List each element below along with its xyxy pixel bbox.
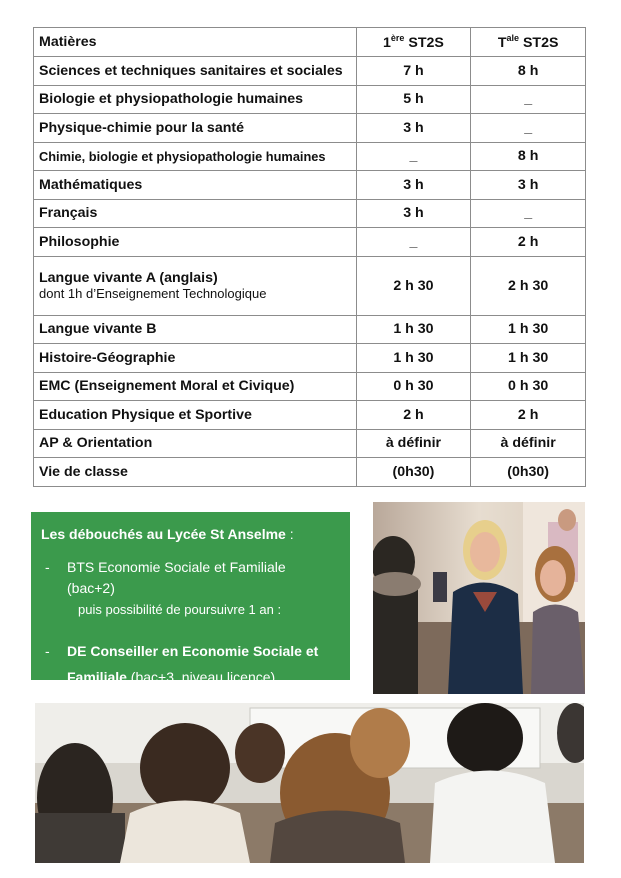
terminale-hours: 8 h	[471, 142, 586, 171]
table-row	[34, 171, 586, 200]
first-year-hours: 3 h	[356, 199, 471, 228]
subject-note: dont 1h d’Enseignement Technologique	[39, 286, 267, 301]
table-row	[34, 344, 586, 373]
terminale-hours: 2 h 30	[471, 256, 586, 315]
table-row	[34, 401, 586, 430]
outcome-de	[41, 638, 336, 690]
subject-cell: Education Physique et Sportive	[34, 401, 357, 430]
outcomes-title: Les débouchés au Lycée St Anselme :	[41, 526, 294, 542]
subject-cell: Philosophie	[34, 228, 357, 257]
header-first-year: 1ère ST2S	[356, 28, 471, 57]
classroom-photo	[35, 703, 584, 863]
outcomes-list	[41, 557, 336, 690]
list-dash: -	[45, 559, 50, 575]
terminale-hours: 0 h 30	[471, 372, 586, 401]
terminale-hours: (0h30)	[471, 458, 586, 487]
outcome-bts-continuation: puis possibilité de poursuivre 1 an :	[78, 602, 282, 617]
subject-cell: EMC (Enseignement Moral et Civique)	[34, 372, 357, 401]
table-row	[34, 429, 586, 458]
subject-cell: AP & Orientation	[34, 429, 357, 458]
first-year-hours: _	[356, 142, 471, 171]
table-row	[34, 315, 586, 344]
terminale-hours: _	[471, 114, 586, 143]
subject-cell: Histoire-Géographie	[34, 344, 357, 373]
subject-cell: Sciences et techniques sanitaires et sociales	[34, 57, 357, 86]
subject-cell: Biologie et physiopathologie humaines	[34, 85, 357, 114]
subject-cell: Vie de classe	[34, 458, 357, 487]
first-year-hours: 3 h	[356, 171, 471, 200]
table-row	[34, 199, 586, 228]
classroom-photo-illustration	[35, 703, 584, 863]
outcome-bts	[41, 557, 336, 620]
table-row	[34, 142, 586, 171]
table-row	[34, 458, 586, 487]
terminale-hours: 8 h	[471, 57, 586, 86]
table-row	[34, 228, 586, 257]
table-header-row	[34, 28, 586, 57]
students-photo	[373, 502, 585, 694]
table-row	[34, 114, 586, 143]
first-year-hours: 3 h	[356, 114, 471, 143]
terminale-hours: 2 h	[471, 401, 586, 430]
outcome-bts-text: BTS Economie Sociale et Familiale (bac+2)	[67, 559, 286, 596]
header-subject: Matières	[34, 28, 357, 57]
first-year-hours: 1 h 30	[356, 315, 471, 344]
hours-table	[33, 27, 586, 487]
subject-cell: Chimie, biologie et physiopathologie humaines	[34, 142, 357, 171]
first-year-hours: (0h30)	[356, 458, 471, 487]
subject-cell: Français	[34, 199, 357, 228]
first-year-hours: à définir	[356, 429, 471, 458]
header-terminale: $T^{ale}$ ST2S	[471, 28, 586, 57]
first-year-hours: 2 h 30	[356, 256, 471, 315]
subject-cell: Physique-chimie pour la santé	[34, 114, 357, 143]
terminale-hours: à définir	[471, 429, 586, 458]
table-row	[34, 256, 586, 315]
first-year-hours: 7 h	[356, 57, 471, 86]
outcome-de-title: DE Conseiller en Economie Sociale et Familiale	[67, 643, 319, 685]
table-row	[34, 57, 586, 86]
students-photo-illustration	[373, 502, 585, 694]
outcomes-box	[31, 512, 350, 685]
first-year-hours: 1 h 30	[356, 344, 471, 373]
list-dash: -	[45, 643, 50, 659]
table-row	[34, 372, 586, 401]
table-row	[34, 85, 586, 114]
subject-cell: Langue vivante B	[34, 315, 357, 344]
terminale-hours: 1 h 30	[471, 315, 586, 344]
subject-cell: Mathématiques	[34, 171, 357, 200]
terminale-hours: 3 h	[471, 171, 586, 200]
first-year-hours: 0 h 30	[356, 372, 471, 401]
subject-cell	[34, 256, 357, 315]
first-year-hours: _	[356, 228, 471, 257]
terminale-hours: 1 h 30	[471, 344, 586, 373]
terminale-hours: _	[471, 85, 586, 114]
subject-name: Langue vivante A (anglais)	[39, 270, 218, 286]
outcome-de-level: (bac+3, niveau licence)	[126, 669, 276, 685]
first-year-hours: 2 h	[356, 401, 471, 430]
terminale-hours: 2 h	[471, 228, 586, 257]
terminale-hours: _	[471, 199, 586, 228]
first-year-hours: 5 h	[356, 85, 471, 114]
